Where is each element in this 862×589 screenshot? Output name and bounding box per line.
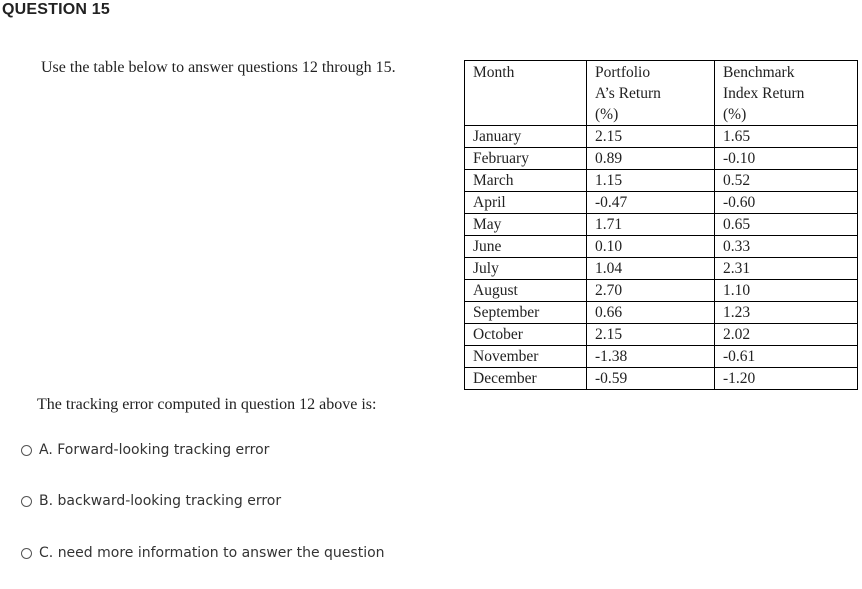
table-row	[465, 324, 858, 346]
header-portfolio	[587, 61, 715, 126]
cell-benchmark-return: 2.31	[715, 258, 858, 280]
cell-portfolio-return: -0.59	[587, 368, 715, 390]
option-c-radio[interactable]	[21, 548, 32, 559]
cell-month: November	[465, 346, 587, 368]
cell-portfolio-return: 2.70	[587, 280, 715, 302]
cell-benchmark-return: -0.61	[715, 346, 858, 368]
question-text: The tracking error computed in question 12 above is:	[37, 396, 377, 413]
cell-portfolio-return: 0.66	[587, 302, 715, 324]
table-row	[465, 280, 858, 302]
cell-portfolio-return: 0.89	[587, 148, 715, 170]
cell-benchmark-return: 1.65	[715, 126, 858, 148]
returns-table	[464, 60, 858, 390]
option-c-label: need more information to answer the question	[57, 545, 385, 561]
cell-portfolio-return: 1.04	[587, 258, 715, 280]
cell-benchmark-return: -1.20	[715, 368, 858, 390]
table-row	[465, 170, 858, 192]
option-a-letter: A.	[39, 442, 53, 458]
cell-month: June	[465, 236, 587, 258]
option-b-letter: B.	[39, 493, 54, 509]
cell-portfolio-return: -1.38	[587, 346, 715, 368]
header-month-label: Month	[473, 64, 515, 81]
cell-portfolio-return: -0.47	[587, 192, 715, 214]
cell-portfolio-return: 2.15	[587, 324, 715, 346]
cell-month: December	[465, 368, 587, 390]
option-b[interactable]	[21, 493, 281, 509]
cell-month: October	[465, 324, 587, 346]
cell-month: January	[465, 126, 587, 148]
option-b-radio[interactable]	[21, 496, 32, 507]
header-portfolio-label: Portfolio A’s Return (%)	[595, 64, 661, 123]
cell-month: February	[465, 148, 587, 170]
table-row	[465, 148, 858, 170]
cell-month: July	[465, 258, 587, 280]
table-header-row	[465, 61, 858, 126]
cell-benchmark-return: 0.33	[715, 236, 858, 258]
question-title: QUESTION 15	[2, 1, 111, 18]
cell-month: May	[465, 214, 587, 236]
cell-month: September	[465, 302, 587, 324]
table-row	[465, 214, 858, 236]
table-row	[465, 126, 858, 148]
table-body	[465, 126, 858, 390]
option-c[interactable]	[21, 545, 385, 561]
cell-benchmark-return: 0.65	[715, 214, 858, 236]
table-row	[465, 236, 858, 258]
cell-benchmark-return: -0.10	[715, 148, 858, 170]
cell-portfolio-return: 1.15	[587, 170, 715, 192]
header-month	[465, 61, 587, 126]
option-b-label: backward-looking tracking error	[57, 493, 282, 509]
cell-benchmark-return: 0.52	[715, 170, 858, 192]
intro-text: Use the table below to answer questions 12 through 15.	[41, 59, 396, 76]
header-benchmark	[715, 61, 858, 126]
header-benchmark-label: Benchmark Index Return (%)	[723, 64, 805, 123]
cell-month: August	[465, 280, 587, 302]
table-row	[465, 346, 858, 368]
cell-portfolio-return: 0.10	[587, 236, 715, 258]
cell-month: March	[465, 170, 587, 192]
option-a-radio[interactable]	[21, 445, 32, 456]
option-a-label: Forward-looking tracking error	[57, 442, 270, 458]
table-row	[465, 368, 858, 390]
cell-month: April	[465, 192, 587, 214]
cell-portfolio-return: 1.71	[587, 214, 715, 236]
table-row	[465, 192, 858, 214]
cell-benchmark-return: 1.10	[715, 280, 858, 302]
table-row	[465, 258, 858, 280]
cell-portfolio-return: 2.15	[587, 126, 715, 148]
table-row	[465, 302, 858, 324]
cell-benchmark-return: -0.60	[715, 192, 858, 214]
option-c-letter: C.	[39, 545, 54, 561]
cell-benchmark-return: 2.02	[715, 324, 858, 346]
cell-benchmark-return: 1.23	[715, 302, 858, 324]
option-a[interactable]	[21, 442, 269, 458]
